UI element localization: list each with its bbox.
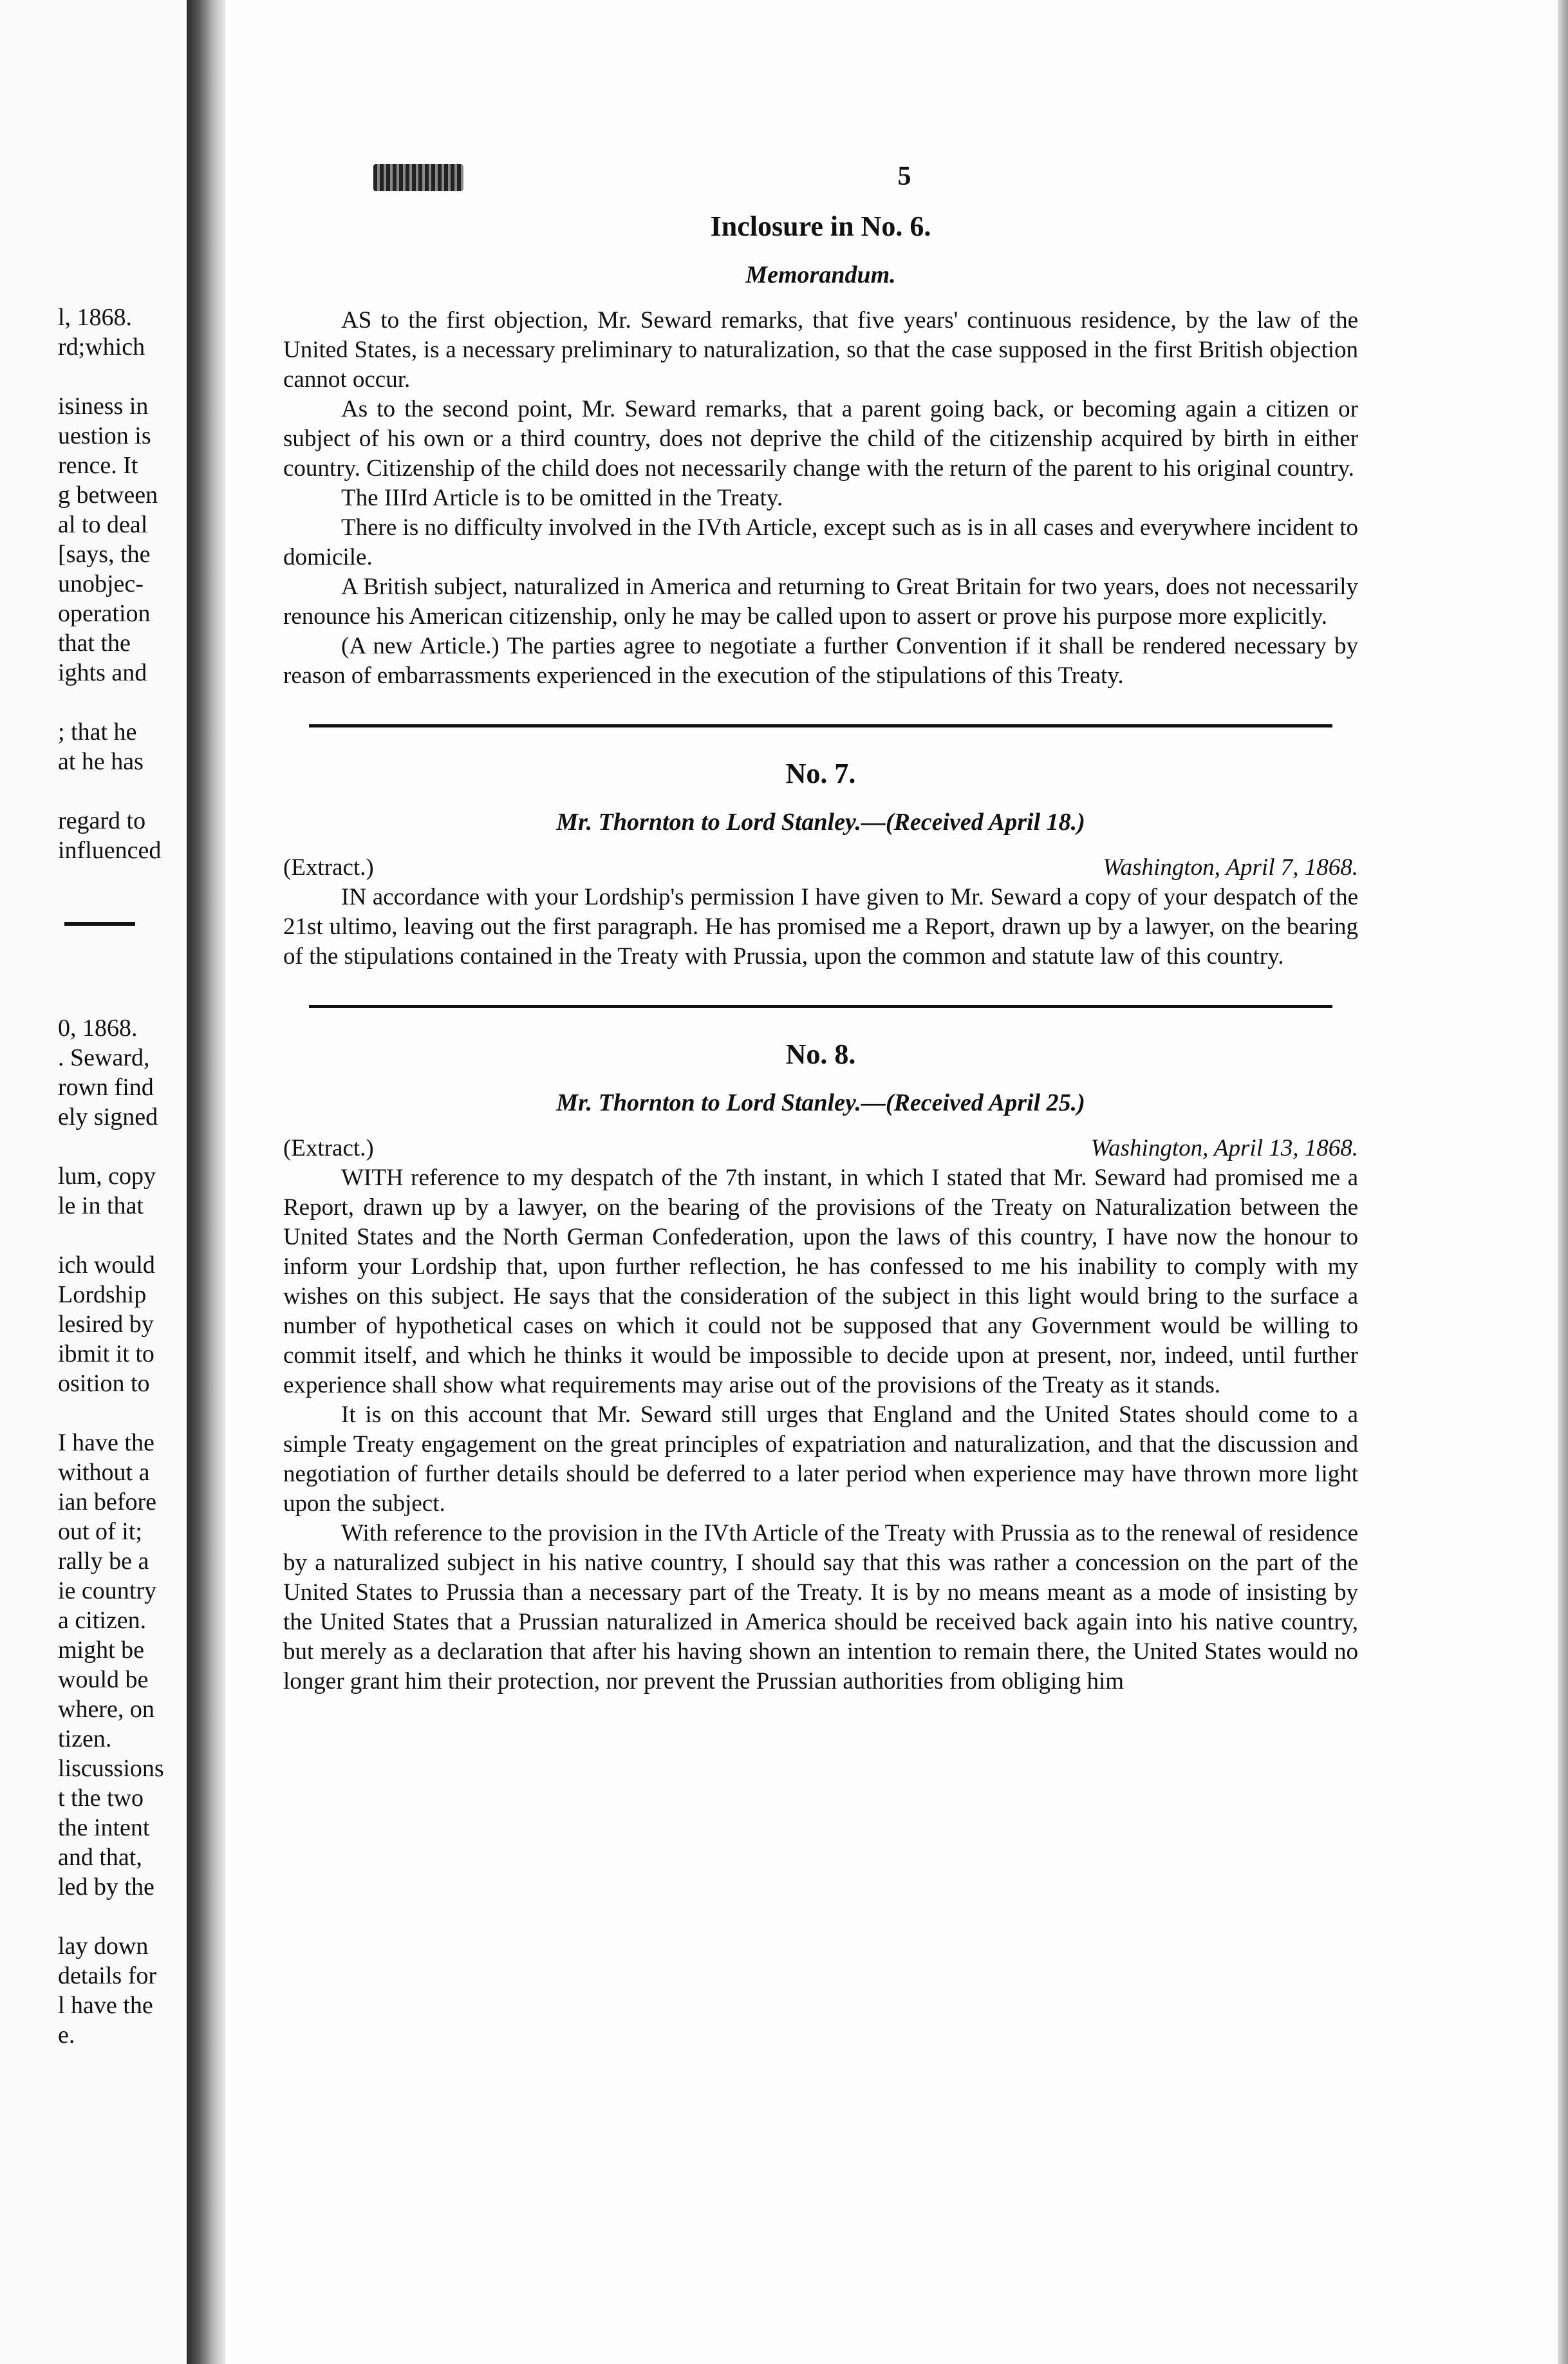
facing-page-text: operation — [58, 600, 151, 627]
facing-page-text: ibmit it to — [58, 1340, 154, 1367]
facing-page-line — [0, 1250, 187, 1280]
facing-page-text: lum, copy — [58, 1163, 156, 1190]
facing-page-line — [0, 1872, 187, 1902]
facing-page-line — [0, 1694, 187, 1724]
facing-page-line — [0, 1961, 187, 1991]
facing-page-text: g between — [58, 482, 158, 509]
facing-page-line — [0, 1991, 187, 2020]
facing-page-text: isiness in — [58, 393, 149, 420]
facing-page-text: l have the — [58, 1992, 153, 2019]
facing-page-line — [0, 984, 187, 1013]
inclosure-paragraph: There is no difficulty involved in the IVth Article, except such as is in all cases and everywhere incident to domicile. — [283, 514, 1358, 570]
no8-paragraph: It is on this account that Mr. Seward still urges that England and the United States should come to a simple Treaty engagement on the great principles of expatriation and naturalization, and that the discussion and negotiation of further details should be deferred to a later period when experience may have thrown more light upon the subject. — [283, 1402, 1358, 1517]
facing-page-text: tizen. — [58, 1725, 112, 1752]
facing-page-line — [0, 1487, 187, 1517]
facing-page-line — [0, 1398, 187, 1428]
facing-page-text: l, 1868. — [58, 304, 133, 331]
facing-page-text: ich would — [58, 1252, 155, 1279]
inclosure-paragraph: (A new Article.) The parties agree to negotiate a further Convention if it shall be rendered necessary by reason of embarrassments experienced in the execution of the stipulations of this Treaty. — [283, 633, 1358, 689]
facing-page-text: Lordship — [58, 1281, 147, 1308]
facing-page-line — [0, 1280, 187, 1309]
facing-page-line — [0, 688, 187, 717]
facing-page-text: rd;which — [58, 333, 145, 361]
facing-page-text: unobjec- — [58, 570, 144, 597]
facing-page-line — [0, 776, 187, 806]
facing-page-line — [0, 303, 187, 332]
facing-page-text: ely signed — [58, 1103, 158, 1130]
facing-page-line — [0, 1783, 187, 1813]
page-content — [283, 161, 1358, 1696]
facing-page-text: liscussions — [58, 1755, 164, 1782]
facing-page-text: rown find — [58, 1074, 154, 1101]
facing-page-line — [0, 806, 187, 836]
facing-page-text: al to deal — [58, 511, 148, 538]
facing-page-text: might be — [58, 1637, 145, 1664]
facing-page-line — [0, 1665, 187, 1694]
facing-page-line — [0, 1635, 187, 1665]
facing-page-line — [0, 1191, 187, 1221]
facing-page-rule — [64, 922, 135, 926]
facing-page-line — [0, 421, 187, 451]
facing-page-text: would be — [58, 1666, 149, 1693]
facing-page-line — [0, 628, 187, 658]
no8-heading: No. 8. — [785, 1038, 856, 1070]
facing-page-text: led by the — [58, 1873, 154, 1900]
facing-page-line — [0, 539, 187, 569]
no8-paragraph: WITH reference to my despatch of the 7th instant, in which I stated that Mr. Seward had promised me a Report, drawn up by a lawyer, on the bearing of the provisions of the Treaty on Naturalization between the United States and the North German Confederation, upon the laws of this country, I have now the honour to inform your Lordship that, upon further reflection, he has confessed to me his inability to comply with my wishes on this subject. He says that the consideration of the subject in this light would bring to the surface a number of hypothetical cases on which it could not be supposed that any Government would be willing to commit itself, and which he thinks it would be impossible to decide upon at present, nor, indeed, until further experience shall show what requirements may arise out of the provisions of the Treaty as it stands. — [283, 1165, 1358, 1398]
facing-page-line — [0, 599, 187, 628]
no8-subheading: Mr. Thornton to Lord Stanley.—(Received April 25.) — [556, 1089, 1085, 1116]
facing-page-line — [0, 451, 187, 480]
extract-label: (Extract.) — [283, 854, 374, 881]
facing-page-line — [0, 954, 187, 984]
facing-page-line — [0, 1161, 187, 1191]
facing-page-text: osition to — [58, 1370, 150, 1397]
facing-page-line — [0, 1813, 187, 1843]
facing-page-text: regard to — [58, 807, 146, 834]
facing-page-line — [0, 1724, 187, 1754]
facing-page-text: out of it; — [58, 1518, 142, 1545]
no7-subheading: Mr. Thornton to Lord Stanley.—(Received April 18.) — [556, 809, 1085, 836]
facing-page-line — [0, 1339, 187, 1369]
no8-extract-line — [283, 1134, 1358, 1163]
facing-page-line — [0, 569, 187, 599]
facing-page-line — [0, 1428, 187, 1458]
facing-page-line — [0, 2020, 187, 2050]
facing-page-line — [0, 1221, 187, 1250]
facing-page-text: rence. It — [58, 452, 138, 479]
extract-label: (Extract.) — [283, 1135, 374, 1161]
book-gutter — [187, 0, 225, 2364]
facing-page-line — [0, 1902, 187, 1931]
facing-page-line — [0, 1369, 187, 1398]
dateline: Washington, April 13, 1868. — [1090, 1135, 1358, 1161]
facing-page-text: I have the — [58, 1429, 154, 1456]
inclosure-heading: Inclosure in No. 6. — [710, 211, 931, 242]
facing-page-line — [0, 480, 187, 510]
facing-page-text: lesired by — [58, 1311, 154, 1338]
facing-page-text: rally be a — [58, 1548, 149, 1575]
facing-page-line — [0, 1754, 187, 1783]
facing-page-line — [0, 1013, 187, 1043]
inclosure-paragraph: A British subject, naturalized in America and returning to Great Britain for two years, does not necessarily renounce his American citizenship, only he may be called upon to assert or prove his purpose more explicitly. — [283, 574, 1358, 630]
facing-page-line — [0, 1309, 187, 1339]
facing-page-line — [0, 1843, 187, 1872]
facing-page-line — [0, 1517, 187, 1546]
memorandum-subheading: Memorandum. — [745, 261, 896, 288]
facing-page-text: without a — [58, 1459, 150, 1486]
facing-page-text: le in that — [58, 1192, 144, 1219]
facing-page-text: e. — [58, 2022, 75, 2049]
facing-page-line — [0, 924, 187, 954]
facing-page-line — [0, 1546, 187, 1576]
facing-page — [0, 0, 187, 2364]
facing-page-text: ian before — [58, 1488, 156, 1515]
page-number: 5 — [897, 162, 911, 191]
facing-page-line — [0, 717, 187, 747]
no7-heading: No. 7. — [785, 758, 856, 789]
facing-page-line — [0, 1931, 187, 1961]
inclosure-paragraph: The IIIrd Article is to be omitted in the Treaty. — [341, 485, 783, 511]
facing-page-text: ; that he — [58, 718, 137, 746]
no7-paragraph: IN accordance with your Lordship's permission I have given to Mr. Seward a copy of your despatch of the 21st ultimo, leaving out the first paragraph. He has promised me a Report, drawn up by a lawyer, on the bearing of the stipulations contained in the Treaty with Prussia, upon the common and statute law of this country. — [283, 884, 1358, 970]
facing-page-line — [0, 747, 187, 776]
facing-page-line — [0, 362, 187, 391]
facing-page-line — [0, 332, 187, 362]
facing-page-line — [0, 1576, 187, 1606]
no8-paragraph: With reference to the provision in the IVth Article of the Treaty with Prussia as to the renewal of residence by a naturalized subject in his native country, I should say that this was rather a concession on the part of the United States to Prussia than a necessary part of the Treaty. It is by no means meant as a mode of insisting by the United States that a Prussian naturalized in America should be received back again into his native country, but merely as a declaration that after his having shown an intention to remain there, the United States would no longer grant him their protection, nor prevent the Prussian authorities from obliging him — [283, 1520, 1358, 1694]
facing-page-line — [0, 510, 187, 539]
facing-page-text: the intent — [58, 1814, 150, 1841]
section-divider — [309, 724, 1332, 727]
page-edge — [1558, 0, 1568, 2364]
facing-page-text: at he has — [58, 748, 144, 775]
inclosure-paragraph: AS to the first objection, Mr. Seward remarks, that five years' continuous residence, by the law of the United States, is a necessary preliminary to naturalization, so that the case supposed in the first British objection cannot occur. — [283, 307, 1358, 393]
facing-page-line — [0, 865, 187, 895]
facing-page-line — [0, 1132, 187, 1161]
facing-page-text: that the — [58, 630, 131, 657]
no7-extract-line — [283, 853, 1358, 883]
facing-page-text: lay down — [58, 1933, 149, 1960]
inclosure-paragraph: As to the second point, Mr. Seward remarks, that a parent going back, or becoming again a citizen or subject of his own or a third country, does not deprive the child of the citizenship acquired by birth in either country. Citizenship of the child does not necessarily change with the return of the parent to his original country. — [283, 396, 1358, 482]
facing-page-text: details for — [58, 1962, 157, 1989]
facing-page-text: ights and — [58, 659, 147, 686]
dateline: Washington, April 7, 1868. — [1103, 854, 1358, 881]
facing-page-text: [says, the — [58, 541, 151, 568]
facing-page-line — [0, 1606, 187, 1635]
facing-page-line — [0, 391, 187, 421]
section-divider — [309, 1005, 1332, 1008]
facing-page-text: t the two — [58, 1785, 144, 1812]
facing-page-text: . Seward, — [58, 1044, 150, 1071]
facing-page-text: and that, — [58, 1844, 142, 1871]
facing-page-text: a citizen. — [58, 1607, 147, 1634]
facing-page-line — [0, 836, 187, 865]
facing-page-text: ie country — [58, 1577, 157, 1604]
facing-page-line — [0, 895, 187, 924]
facing-page-line — [0, 1102, 187, 1132]
facing-page-line — [0, 1458, 187, 1487]
facing-page-text: influenced — [58, 837, 162, 864]
facing-page-text: where, on — [58, 1696, 154, 1723]
facing-page-line — [0, 1043, 187, 1073]
facing-page-text: uestion is — [58, 422, 151, 449]
facing-page-text: 0, 1868. — [58, 1015, 138, 1042]
facing-page-line — [0, 1073, 187, 1102]
facing-page-line — [0, 658, 187, 688]
